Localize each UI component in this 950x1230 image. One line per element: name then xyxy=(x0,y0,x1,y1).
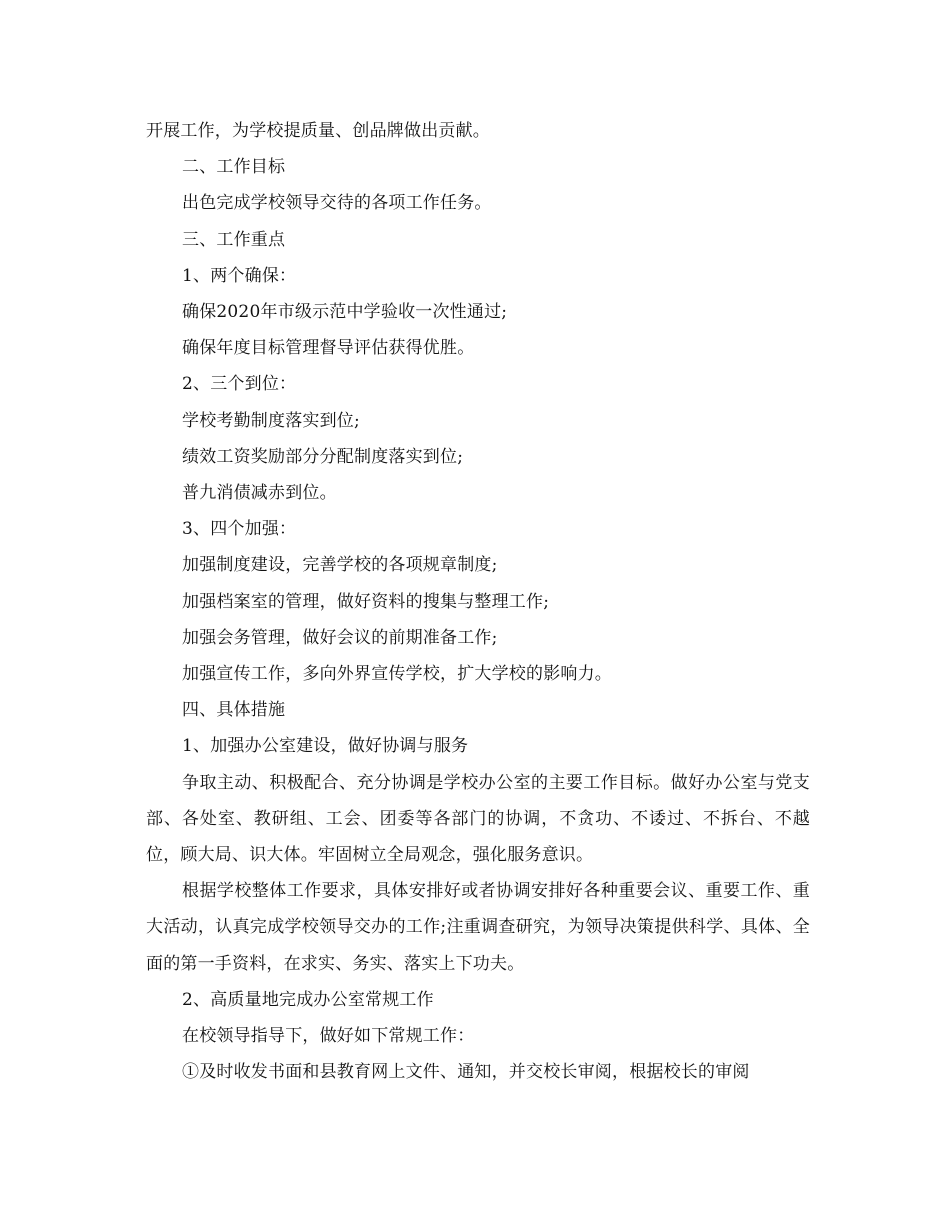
subheading: 1、两个确保： xyxy=(182,265,297,286)
list-item: 绩效工资奖励部分分配制度落实到位; xyxy=(182,446,464,467)
list-item: 普九消债减赤到位。 xyxy=(182,483,337,504)
subheading: 3、四个加强： xyxy=(182,519,297,540)
list-item: 确保2020年市级示范中学验收一次性通过; xyxy=(182,302,508,323)
section-heading-goals: 二、工作目标 xyxy=(182,157,286,178)
section-heading-measures: 四、具体措施 xyxy=(182,700,286,721)
paragraph: 根据学校整体工作要求，具体安排好或者协调安排好各种重要会议、重要工作、重大活动，认真完成学校领导交办的工作;注重调查研究，为领导决策提供科学、具体、全面的第一手资料，在求实、务实、落实上下功夫。 xyxy=(146,881,810,974)
list-item: ①及时收发书面和县教育网上文件、通知，并交校长审阅，根据校长的审阅 xyxy=(182,1062,750,1083)
paragraph: 出色完成学校领导交待的各项工作任务。 xyxy=(182,193,492,214)
list-item: 学校考勤制度落实到位; xyxy=(182,410,360,431)
list-item: 加强档案室的管理，做好资料的搜集与整理工作; xyxy=(182,591,550,612)
subheading: 2、三个到位： xyxy=(182,374,297,395)
paragraph: 争取主动、积极配合、充分协调是学校办公室的主要工作目标。做好办公室与党支部、各处室、教研组、工会、团委等各部门的协调，不贪功、不诿过、不拆台、不越位，顾大局、识大体。牢固树立全局观念，强化服务意识。 xyxy=(146,772,810,866)
list-item: 加强会务管理，做好会议的前期准备工作; xyxy=(182,627,498,648)
list-item: 确保年度目标管理督导评估获得优胜。 xyxy=(182,338,475,359)
paragraph: 开展工作，为学校提质量、创品牌做出贡献。 xyxy=(146,121,490,141)
list-item: 加强制度建设，完善学校的各项规章制度; xyxy=(182,555,498,576)
paragraph: 在校领导指导下，做好如下常规工作： xyxy=(182,1026,475,1047)
section-heading-focus: 三、工作重点 xyxy=(182,229,286,250)
subheading: 1、加强办公室建设，做好协调与服务 xyxy=(182,736,469,757)
list-item: 加强宣传工作，多向外界宣传学校，扩大学校的影响力。 xyxy=(182,664,612,685)
document-body xyxy=(146,113,810,1090)
subheading: 2、高质量地完成办公室常规工作 xyxy=(182,989,434,1010)
